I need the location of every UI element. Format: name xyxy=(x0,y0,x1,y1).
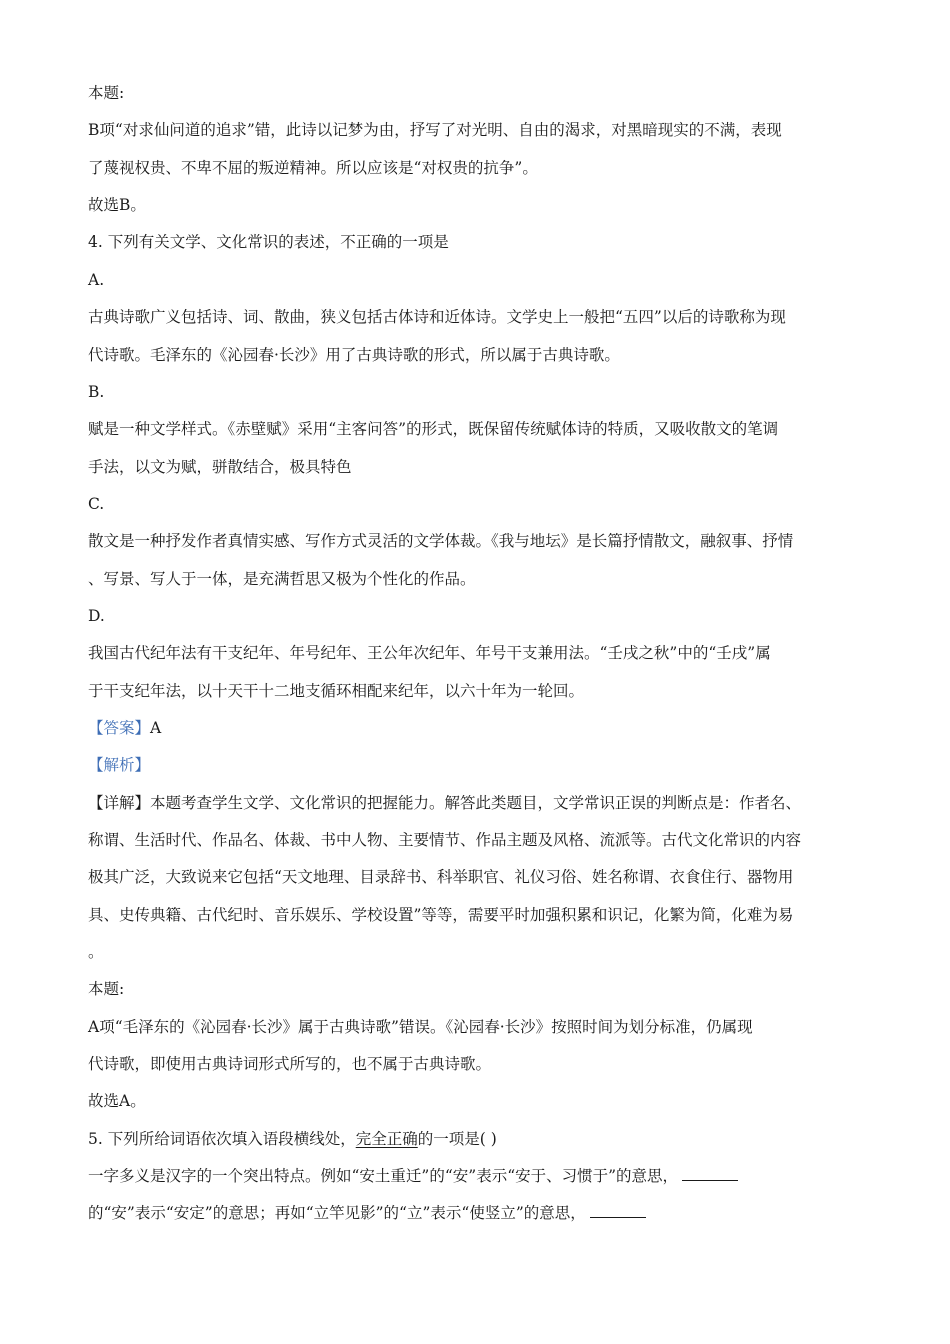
text-line xyxy=(88,1165,738,1187)
text-line: 散文是一种抒发作者真情实感、写作方式灵活的文学体裁。《我与地坛》是长篇抒情散文，融叙事、抒情 xyxy=(88,532,794,550)
answer-line xyxy=(88,717,161,739)
text-line: 代诗歌。毛泽东的《沁园春·长沙》用了古典诗歌的形式，所以属于古典诗歌。 xyxy=(88,346,620,364)
text-line: 具、史传典籍、古代纪时、音乐娱乐、学校设置”等等，需要平时加强积累和识记，化繁为简，化难为易 xyxy=(88,906,794,924)
text-line: 于干支纪年法，以十天干十二地支循环相配来纪年，以六十年为一轮回。 xyxy=(88,682,585,700)
text-line: 古典诗歌广义包括诗、词、散曲，狭义包括古体诗和近体诗。文学史上一般把“五四”以后的诗歌称为现 xyxy=(88,308,786,326)
analysis-tag: 【解析】 xyxy=(88,756,151,774)
text-line: 手法，以文为赋，骈散结合，极具特色 xyxy=(88,458,352,476)
option-b-label: B. xyxy=(88,383,105,401)
text-line: B项“对求仙问道的追求”错，此诗以记梦为由，抒写了对光明、自由的渴求，对黑暗现实的不满，表现 xyxy=(88,121,782,139)
question-4-stem: 4. 下列有关文学、文化常识的表述，不正确的一项是 xyxy=(88,233,449,251)
answer-tag: 【答案】 xyxy=(88,719,151,737)
text-line: 。 xyxy=(88,943,104,961)
blank-1 xyxy=(682,1166,738,1181)
text-line: 、写景、写人于一体，是充满哲思又极为个性化的作品。 xyxy=(88,570,476,588)
text-line: 本题: xyxy=(88,980,125,998)
text-line: 本题: xyxy=(88,84,125,102)
text-line: 故选A。 xyxy=(88,1092,146,1110)
blank-2 xyxy=(590,1203,646,1218)
option-d-label: D. xyxy=(88,607,105,625)
q5-suffix: 的一项是( ) xyxy=(417,1130,497,1148)
text-line: 故选B。 xyxy=(88,196,146,214)
q5-prefix: 5. 下列所给词语依次填入语段横线处， xyxy=(88,1130,356,1148)
q5-emphasis: 完全正确 xyxy=(355,1130,418,1148)
detail-tag: 【详解】 xyxy=(88,794,151,812)
text-line xyxy=(88,1202,646,1224)
q5-line-2: 的“安”表示“安定”的意思；再如“立竿见影”的“立”表示“使竖立”的意思， xyxy=(88,1204,586,1222)
text-line: 了蔑视权贵、不卑不屈的叛逆精神。所以应该是“对权贵的抗争”。 xyxy=(88,159,538,177)
detail-text: 本题考查学生文学、文化常识的把握能力。解答此类题目，文学常识正误的判断点是：作者名、 xyxy=(150,794,802,812)
text-line: 称谓、生活时代、作品名、体裁、书中人物、主要情节、作品主题及风格、流派等。古代文化常识的内容 xyxy=(88,831,802,849)
text-line: 极其广泛，大致说来它包括“天文地理、目录辞书、科举职官、礼仪习俗、姓名称谓、衣食住行、器物用 xyxy=(88,868,794,886)
detail-line xyxy=(88,792,801,814)
question-5-stem xyxy=(88,1128,497,1150)
text-line: 我国古代纪年法有干支纪年、年号纪年、王公年次纪年、年号干支兼用法。“壬戌之秋”中的“壬戌”属 xyxy=(88,644,771,662)
text-line: 赋是一种文学样式。《赤壁赋》采用“主客问答”的形式，既保留传统赋体诗的特质，又吸收散文的笔调 xyxy=(88,420,779,438)
option-a-label: A. xyxy=(88,271,105,289)
text-line: 代诗歌，即使用古典诗词形式所写的，也不属于古典诗歌。 xyxy=(88,1055,492,1073)
option-c-label: C. xyxy=(88,495,105,513)
answer-value: A xyxy=(150,719,162,737)
q5-line-1: 一字多义是汉字的一个突出特点。例如“安土重迁”的“安”表示“安于、习惯于”的意思， xyxy=(88,1167,679,1185)
text-line: A项“毛泽东的《沁园春·长沙》属于古典诗歌”错误。《沁园春·长沙》按照时间为划分标准，仍属现 xyxy=(88,1018,753,1036)
